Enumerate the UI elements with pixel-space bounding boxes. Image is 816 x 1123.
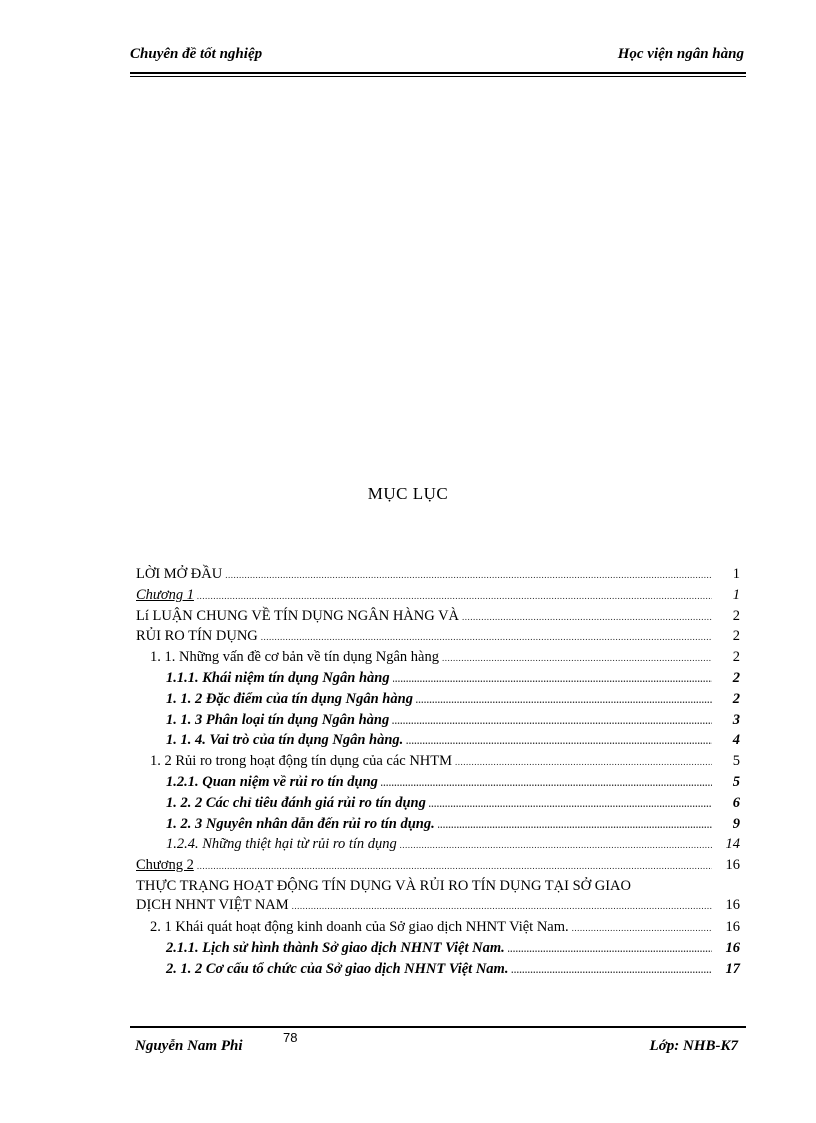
toc-entry-label: RỦI RO TÍN DỤNG	[136, 628, 258, 645]
toc-dot-leader	[438, 820, 712, 830]
toc-entry-page: 16	[725, 918, 740, 935]
toc-dot-leader	[511, 965, 712, 975]
toc-entry-page: 16	[725, 939, 740, 956]
toc-entry-label: 2. 1 Khái quát hoạt động kinh doanh của Sở giao dịch NHNT Việt Nam.	[150, 918, 569, 935]
toc-entry-1-2[interactable]	[136, 753, 740, 774]
toc-entry-label: 2.1.1. Lịch sử hình thành Sở giao dịch NHNT Việt Nam.	[166, 939, 505, 956]
toc-entry-page: 9	[732, 815, 740, 832]
toc-entry-1-2-3[interactable]	[136, 816, 740, 837]
toc-dot-leader	[197, 861, 712, 871]
toc-dot-leader	[225, 570, 712, 580]
toc-dot-leader	[400, 840, 712, 850]
toc-entry-page: 2	[732, 607, 740, 624]
toc-entry-intro[interactable]	[136, 566, 740, 587]
toc-entry-label: 1. 1. 3 Phân loại tín dụng Ngân hàng	[166, 711, 390, 728]
toc-entry-label: DỊCH NHNT VIỆT NAM	[136, 896, 289, 913]
toc-entry-chapter-2[interactable]	[136, 857, 740, 878]
toc-entry-page: 6	[732, 794, 740, 811]
footer-rule	[130, 1026, 746, 1028]
toc-entry-page: 2	[732, 669, 740, 686]
toc-entry-label: THỰC TRẠNG HOẠT ĐỘNG TÍN DỤNG VÀ RỦI RO TÍN DỤNG TẠI SỞ GIAO	[136, 877, 631, 894]
toc-dot-leader	[455, 757, 712, 767]
toc-dot-leader	[381, 778, 712, 788]
toc-dot-leader	[572, 923, 712, 933]
toc-entry-chapter-2-title-cont[interactable]	[136, 897, 740, 919]
toc-entry-1-1-4[interactable]	[136, 732, 740, 753]
toc-entry-label: 1. 1. Những vấn đề cơ bản về tín dụng Ngân hàng	[150, 649, 439, 666]
toc-entry-1-1[interactable]	[136, 649, 740, 670]
toc-entry-1-1-1[interactable]	[136, 670, 740, 691]
toc-entry-page: 16	[725, 896, 740, 913]
toc-entry-label: Chương 1	[136, 586, 194, 603]
toc-entry-page: 2	[732, 649, 740, 666]
toc-title: MỤC LỤC	[367, 484, 449, 503]
toc-entry-label: 1. 2 Rủi ro trong hoạt động tín dụng của các NHTM	[150, 753, 453, 770]
toc-entry-chapter-2-title[interactable]	[136, 878, 740, 897]
toc-entry-label: 2. 1. 2 Cơ cấu tổ chức của Sở giao dịch NHNT Việt Nam.	[166, 960, 509, 977]
toc-entry-1-1-2[interactable]	[136, 691, 740, 712]
page-header	[130, 46, 744, 63]
toc-entry-label: 1. 2. 3 Nguyên nhân dẫn đến rủi ro tín dụng.	[166, 815, 435, 832]
toc-entry-label: 1.2.1. Quan niệm về rủi ro tín dụng	[166, 773, 378, 790]
toc-entry-chapter-1[interactable]	[136, 587, 740, 608]
toc-entry-label: LỜI MỞ ĐẦU	[136, 566, 223, 582]
toc-dot-leader	[442, 653, 712, 663]
toc-entry-2-1-2[interactable]	[136, 961, 740, 982]
toc-entry-label: 1.2.4. Những thiệt hại từ rủi ro tín dụng	[166, 836, 397, 853]
footer-class: Lớp: NHB-K7	[649, 1038, 738, 1054]
toc-entry-label: 1. 1. 4. Vai trò của tín dụng Ngân hàng.	[166, 732, 404, 749]
toc-entry-1-1-3[interactable]	[136, 712, 740, 733]
table-of-contents	[136, 566, 740, 981]
toc-entry-1-2-2[interactable]	[136, 795, 740, 816]
toc-entry-1-2-1[interactable]	[136, 774, 740, 795]
footer-page-number: 78	[283, 1030, 298, 1045]
toc-entry-label: 1. 1. 2 Đặc điểm của tín dụng Ngân hàng	[166, 690, 413, 707]
toc-dot-leader	[292, 901, 712, 911]
toc-entry-2-1[interactable]	[136, 919, 740, 940]
toc-entry-page: 5	[732, 773, 740, 790]
toc-dot-leader	[261, 632, 712, 642]
toc-entry-1-2-4[interactable]	[136, 836, 740, 857]
toc-dot-leader	[392, 716, 712, 726]
toc-entry-chapter-1-title[interactable]	[136, 608, 740, 629]
toc-entry-page: 1	[732, 566, 740, 582]
toc-entry-2-1-1[interactable]	[136, 940, 740, 961]
toc-dot-leader	[462, 612, 712, 622]
toc-dot-leader	[508, 944, 712, 954]
toc-dot-leader	[197, 591, 712, 601]
toc-entry-page: 5	[732, 753, 740, 770]
toc-dot-leader	[416, 695, 712, 705]
toc-entry-label: Chương 2	[136, 857, 194, 874]
toc-entry-page: 4	[732, 732, 740, 749]
footer-author: Nguyễn Nam Phi	[135, 1038, 243, 1054]
toc-entry-page: 17	[725, 960, 740, 977]
toc-dot-leader	[429, 799, 712, 809]
toc-entry-label: 1.1.1. Khái niệm tín dụng Ngân hàng	[166, 669, 390, 686]
header-right-text: Học viện ngân hàng	[617, 46, 744, 62]
header-rule-thin	[130, 76, 746, 77]
toc-entry-page: 2	[732, 690, 740, 707]
toc-entry-page: 1	[732, 586, 740, 603]
toc-entry-chapter-1-title-cont[interactable]	[136, 628, 740, 649]
toc-entry-page: 3	[732, 711, 740, 728]
toc-entry-page: 14	[725, 836, 740, 853]
toc-dot-leader	[393, 674, 712, 684]
toc-dot-leader	[406, 736, 712, 746]
toc-entry-page: 2	[732, 628, 740, 645]
toc-entry-page: 16	[725, 857, 740, 874]
header-rule-thick	[130, 72, 746, 74]
header-left-text: Chuyên đề tốt nghiệp	[130, 46, 263, 62]
toc-entry-label: 1. 2. 2 Các chỉ tiêu đánh giá rủi ro tín dụng	[166, 794, 426, 811]
toc-entry-label: Lí LUẬN CHUNG VỀ TÍN DỤNG NGÂN HÀNG VÀ	[136, 607, 460, 624]
